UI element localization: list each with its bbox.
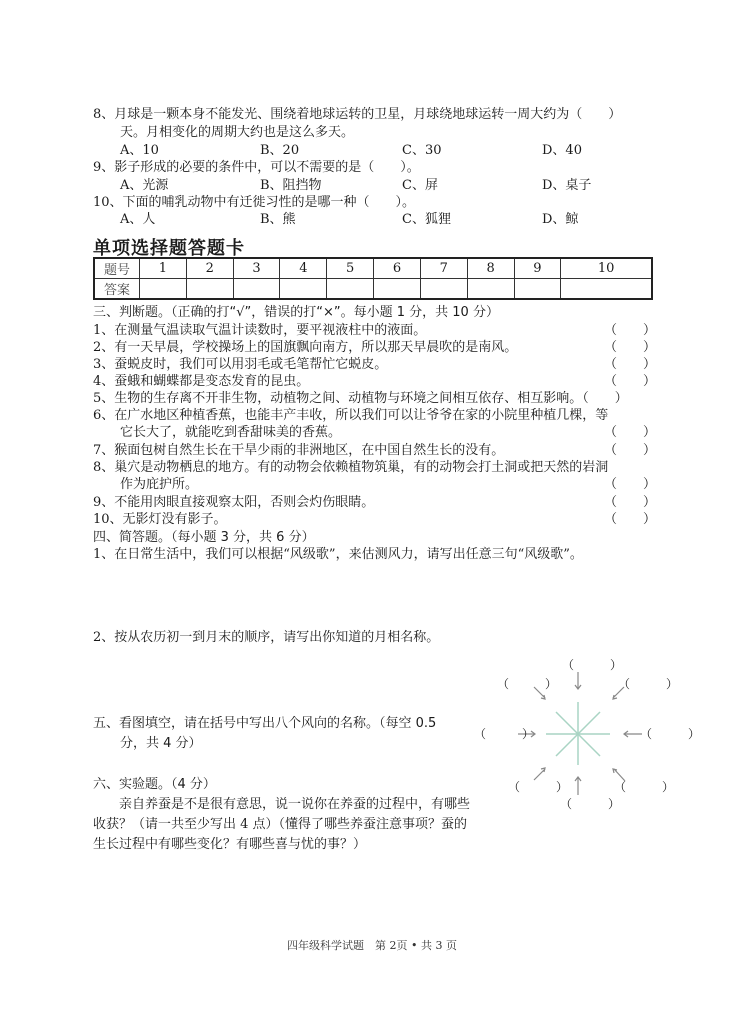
option-c: C、狐狸 xyxy=(402,212,451,227)
answer-cell[interactable] xyxy=(186,279,233,300)
blank-north[interactable]: （ ） xyxy=(562,658,623,672)
question-text: 10、下面的哺乳动物中有迁徙习性的是哪一种（ ）。 xyxy=(93,195,416,210)
question-number: 5 xyxy=(327,258,374,279)
answer-blank[interactable]: （ ） xyxy=(604,512,657,527)
tf-item-8: 8、巢穴是动物栖息的地方。有的动物会依赖植物筑巢，有的动物会打土洞或把天然的岩洞 xyxy=(93,460,609,475)
answer-cell[interactable] xyxy=(514,279,561,300)
option-d: D、40 xyxy=(542,143,582,158)
section-6-body: 亲自养蚕是不是很有意思，说一说你在养蚕的过程中，有哪些收获？（请一共至少写出 4 点）（懂得了哪些养蚕注意事项？蚕的生长过程中有哪些变化？有哪些喜与忧的事？） xyxy=(93,797,471,852)
answer-blank[interactable]: （ ） xyxy=(604,477,657,492)
section-4-title: 四、简答题。（每小题 3 分，共 6 分） xyxy=(93,530,315,545)
tf-item-6: 6、在广水地区种植香蕉，也能丰产丰收，所以我们可以让爷爷在家的小院里种植几棵，等 xyxy=(93,408,609,423)
section-5-title: 五、看图填空，请在括号中写出八个风向的名称。（每空 0.5 xyxy=(93,716,437,731)
tf-item-4: 4、蚕蛾和蝴蝶都是变态发育的昆虫。 xyxy=(93,374,310,389)
question-text: 天。月相变化的周期大约也是这么多天。 xyxy=(120,125,355,140)
option-b: B、20 xyxy=(260,143,300,158)
section-5-title-cont: 分，共 4 分） xyxy=(120,736,202,751)
compass-star xyxy=(546,702,610,765)
option-c: C、30 xyxy=(402,143,442,158)
row-label: 题号 xyxy=(94,258,140,279)
answer-cell[interactable] xyxy=(467,279,514,300)
question-number: 9 xyxy=(514,258,561,279)
question-number: 8 xyxy=(467,258,514,279)
short-answer-q1: 1、在日常生活中，我们可以根据“风级歌”，来估测风力，请写出任意三句“风级歌”。 xyxy=(93,547,583,562)
option-a: A、光源 xyxy=(120,178,169,193)
answer-cell[interactable] xyxy=(420,279,467,300)
question-number: 4 xyxy=(280,258,327,279)
option-a: A、10 xyxy=(120,143,159,158)
option-b: B、阻挡物 xyxy=(260,178,322,193)
answer-cell[interactable] xyxy=(561,279,652,300)
question-number: 6 xyxy=(374,258,421,279)
blank-southwest[interactable]: （ ） xyxy=(508,780,569,794)
tf-item-1: 1、在测量气温读取气温计读数时，要平视液柱中的液面。 xyxy=(93,323,427,338)
answer-blank[interactable]: （ ） xyxy=(604,425,657,440)
option-a: A、人 xyxy=(120,212,156,227)
answer-cell[interactable] xyxy=(140,279,187,300)
question-text: 9、影子形成的必要的条件中，可以不需要的是（ ）。 xyxy=(93,160,420,175)
answer-card-title: 单项选择题答题卡 xyxy=(93,238,245,259)
short-answer-q2: 2、按从农历初一到月末的顺序，请写出你知道的月相名称。 xyxy=(93,630,440,645)
blank-northwest[interactable]: （ ） xyxy=(497,677,558,691)
tf-item-6-cont: 它长大了，就能吃到香甜味美的香蕉。 xyxy=(120,425,342,440)
blank-northeast[interactable]: （ ） xyxy=(618,677,679,691)
section-3-title: 三、判断题。（正确的打“√”，错误的打“×”。每小题 1 分，共 10 分） xyxy=(93,305,499,320)
option-d: D、桌子 xyxy=(542,178,592,193)
page-footer: 四年级科学试题 第 2页 • 共 3 页 xyxy=(287,939,457,952)
tf-item-3: 3、蚕蜕皮时，我们可以用羽毛或毛笔帮忙它蜕皮。 xyxy=(93,357,388,372)
answer-blank[interactable]: （ ） xyxy=(604,495,657,510)
blank-south[interactable]: （ ） xyxy=(560,797,621,811)
question-number: 1 xyxy=(140,258,187,279)
tf-item-7: 7、猴面包树自然生长在干旱少雨的非洲地区，在中国自然生长的没有。 xyxy=(93,443,505,458)
section-6-title: 六、实验题。（4 分） xyxy=(93,777,216,792)
question-number: 2 xyxy=(186,258,233,279)
answer-blank[interactable]: （ ） xyxy=(604,374,657,389)
number-row xyxy=(94,258,652,279)
tf-item-2: 2、有一天早晨，学校操场上的国旗飘向南方，所以那天早晨吹的是南风。 xyxy=(93,340,518,355)
answer-blank[interactable]: （ ） xyxy=(604,443,657,458)
row-label: 答案 xyxy=(94,279,140,300)
answer-blank[interactable]: （ ） xyxy=(604,340,657,355)
answer-blank[interactable]: （ ） xyxy=(604,357,657,372)
answer-card-table xyxy=(93,257,653,300)
tf-item-10: 10、无影灯没有影子。 xyxy=(93,512,227,527)
answer-cell[interactable] xyxy=(327,279,374,300)
blank-east[interactable]: （ ） xyxy=(640,727,701,741)
blank-southeast[interactable]: （ ） xyxy=(614,780,675,794)
tf-item-8-cont: 作为庇护所。 xyxy=(120,477,199,492)
question-number: 3 xyxy=(233,258,280,279)
question-text: 8、月球是一颗本身不能发光、围绕着地球运转的卫星，月球绕地球运转一周大约为（ ） xyxy=(93,107,622,122)
answer-cell[interactable] xyxy=(374,279,421,300)
option-c: C、屏 xyxy=(402,178,438,193)
question-number: 10 xyxy=(561,258,652,279)
answer-cell[interactable] xyxy=(233,279,280,300)
answer-blank[interactable]: （ ） xyxy=(604,323,657,338)
option-b: B、熊 xyxy=(260,212,296,227)
blank-west[interactable]: （ ） xyxy=(474,727,535,741)
tf-item-5: 5、生物的生存离不开非生物，动植物之间、动植物与环境之间相互依存、相互影响。（ ） xyxy=(93,391,628,406)
option-d: D、鲸 xyxy=(542,212,579,227)
question-number: 7 xyxy=(420,258,467,279)
answer-cell[interactable] xyxy=(280,279,327,300)
answer-row xyxy=(94,279,652,300)
tf-item-9: 9、不能用肉眼直接观察太阳，否则会灼伤眼睛。 xyxy=(93,495,375,510)
